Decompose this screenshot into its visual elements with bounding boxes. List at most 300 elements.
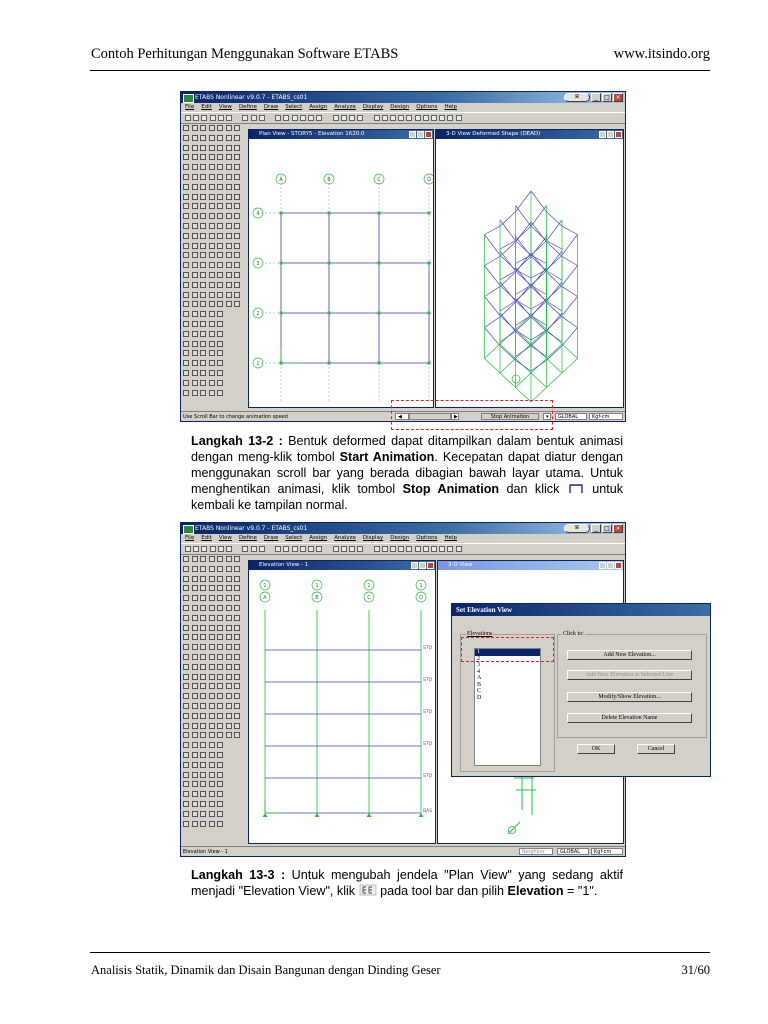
side-toolbar-icon[interactable]	[183, 742, 189, 748]
side-toolbar-icon[interactable]	[209, 762, 215, 768]
side-toolbar-icon[interactable]	[183, 644, 189, 650]
side-toolbar-icon[interactable]	[209, 262, 215, 268]
side-toolbar-icon[interactable]	[192, 135, 198, 141]
maximize-icon[interactable]: □	[602, 93, 612, 102]
side-toolbar-icon[interactable]	[183, 262, 189, 268]
side-toolbar-icon[interactable]	[234, 634, 240, 640]
side-toolbar-icon[interactable]	[209, 321, 215, 327]
side-toolbar-icon[interactable]	[200, 703, 206, 709]
menu-item[interactable]: Edit	[201, 104, 212, 110]
elevation-list-item[interactable]: 1	[475, 649, 540, 656]
side-toolbar-icon[interactable]	[183, 331, 189, 337]
side-toolbar-icon[interactable]	[209, 282, 215, 288]
close-icon[interactable]	[615, 562, 622, 569]
elevation-list-item[interactable]: 4	[477, 668, 480, 675]
side-toolbar-icon[interactable]	[234, 203, 240, 209]
menu-item[interactable]: Help	[444, 104, 457, 110]
side-toolbar-icon[interactable]	[192, 164, 198, 170]
side-toolbar-icon[interactable]	[192, 644, 198, 650]
toolbar-icon[interactable]	[357, 546, 363, 552]
units-select[interactable]: Kgf-cm	[591, 848, 623, 855]
side-toolbar-icon[interactable]	[209, 341, 215, 347]
toolbar-icon[interactable]	[193, 115, 199, 121]
menu-item[interactable]: Options	[416, 104, 438, 110]
side-toolbar-icon[interactable]	[217, 282, 223, 288]
side-toolbar-icon[interactable]	[209, 742, 215, 748]
side-toolbar-icon[interactable]	[217, 164, 223, 170]
side-toolbar-icon[interactable]	[209, 390, 215, 396]
side-toolbar-icon[interactable]	[200, 252, 206, 258]
side-toolbar-icon[interactable]	[192, 145, 198, 151]
menu-item[interactable]: View	[218, 535, 232, 541]
side-toolbar-icon[interactable]	[200, 213, 206, 219]
side-toolbar-icon[interactable]	[200, 644, 206, 650]
coord-system[interactable]: GLOBAL	[557, 848, 589, 855]
side-toolbar-icon[interactable]	[200, 791, 206, 797]
side-toolbar-icon[interactable]	[217, 752, 223, 758]
side-toolbar-icon[interactable]	[200, 772, 206, 778]
toolbar-icon[interactable]	[210, 546, 216, 552]
toolbar-icon[interactable]	[398, 115, 404, 121]
side-toolbar-icon[interactable]	[183, 576, 189, 582]
side-toolbar-icon[interactable]	[200, 125, 206, 131]
side-toolbar-icon[interactable]	[200, 566, 206, 572]
toolbar-icon[interactable]	[349, 115, 355, 121]
side-toolbar-icon[interactable]	[200, 576, 206, 582]
maximize-icon[interactable]	[607, 562, 614, 569]
toolbar-icon[interactable]	[406, 115, 412, 121]
menu-item[interactable]: Draw	[263, 535, 279, 541]
toolbar-icon[interactable]	[456, 115, 462, 121]
side-toolbar-icon[interactable]	[183, 233, 189, 239]
side-toolbar-icon[interactable]	[200, 752, 206, 758]
toolbar-icon[interactable]	[357, 115, 363, 121]
toolbar-icon[interactable]	[415, 115, 421, 121]
side-toolbar-icon[interactable]	[209, 654, 215, 660]
side-toolbar-icon[interactable]	[209, 135, 215, 141]
side-toolbar-icon[interactable]	[217, 341, 223, 347]
side-toolbar-icon[interactable]	[200, 233, 206, 239]
side-toolbar-icon[interactable]	[234, 164, 240, 170]
side-toolbar-icon[interactable]	[226, 644, 232, 650]
side-toolbar-icon[interactable]	[209, 732, 215, 738]
side-toolbar-icon[interactable]	[183, 674, 189, 680]
side-toolbar-icon[interactable]	[209, 350, 215, 356]
side-toolbar-icon[interactable]	[200, 174, 206, 180]
side-toolbar-icon[interactable]	[183, 713, 189, 719]
side-toolbar-icon[interactable]	[192, 223, 198, 229]
toolbar-icon[interactable]	[283, 115, 289, 121]
side-toolbar-icon[interactable]	[183, 566, 189, 572]
side-toolbar-icon[interactable]	[209, 595, 215, 601]
side-toolbar-icon[interactable]	[183, 585, 189, 591]
side-toolbar-icon[interactable]	[226, 125, 232, 131]
side-toolbar-icon[interactable]	[209, 811, 215, 817]
side-toolbar-icon[interactable]	[226, 723, 232, 729]
side-toolbar-icon[interactable]	[234, 713, 240, 719]
side-toolbar-icon[interactable]	[192, 390, 198, 396]
side-toolbar-icon[interactable]	[183, 781, 189, 787]
side-toolbar-icon[interactable]	[200, 674, 206, 680]
side-toolbar-icon[interactable]	[183, 154, 189, 160]
side-toolbar-icon[interactable]	[200, 683, 206, 689]
side-toolbar-icon[interactable]	[200, 194, 206, 200]
side-toolbar-icon[interactable]	[183, 654, 189, 660]
toolbar-icon[interactable]	[456, 546, 462, 552]
side-toolbar-icon[interactable]	[192, 791, 198, 797]
side-toolbar-icon[interactable]	[217, 723, 223, 729]
side-toolbar-icon[interactable]	[217, 595, 223, 601]
side-toolbar-icon[interactable]	[209, 566, 215, 572]
side-toolbar-icon[interactable]	[217, 703, 223, 709]
toolbar-icon[interactable]	[218, 115, 224, 121]
side-toolbar-icon[interactable]	[209, 605, 215, 611]
side-toolbar-icon[interactable]	[226, 194, 232, 200]
side-toolbar-icon[interactable]	[217, 203, 223, 209]
side-toolbar-icon[interactable]	[234, 262, 240, 268]
side-toolbar-icon[interactable]	[217, 821, 223, 827]
side-toolbar-icon[interactable]	[192, 811, 198, 817]
side-toolbar-icon[interactable]	[200, 821, 206, 827]
side-toolbar-icon[interactable]	[234, 605, 240, 611]
side-toolbar-icon[interactable]	[217, 566, 223, 572]
side-toolbar-icon[interactable]	[200, 350, 206, 356]
side-toolbar-icon[interactable]	[209, 154, 215, 160]
side-toolbar-icon[interactable]	[209, 233, 215, 239]
side-toolbar-icon[interactable]	[217, 585, 223, 591]
ok-button[interactable]: OK	[577, 744, 615, 754]
delete-elevation-button[interactable]: Delete Elevation Name	[567, 713, 692, 723]
side-toolbar-icon[interactable]	[209, 821, 215, 827]
toolbar-icon[interactable]	[259, 546, 265, 552]
side-toolbar-icon[interactable]	[200, 811, 206, 817]
toolbar-icon[interactable]	[242, 115, 248, 121]
side-toolbar-icon[interactable]	[226, 252, 232, 258]
side-toolbar-icon[interactable]	[217, 674, 223, 680]
side-toolbar-icon[interactable]	[226, 693, 232, 699]
menu-item[interactable]: Select	[285, 104, 303, 110]
side-toolbar-icon[interactable]	[209, 752, 215, 758]
side-toolbar-icon[interactable]	[200, 595, 206, 601]
side-toolbar-icon[interactable]	[234, 693, 240, 699]
toolbar-icon[interactable]	[275, 115, 281, 121]
add-elevation-selected-button[interactable]: Add New Elevation at Selected Line	[567, 670, 692, 680]
side-toolbar-icon[interactable]	[226, 595, 232, 601]
side-toolbar-icon[interactable]	[183, 272, 189, 278]
side-toolbar-icon[interactable]	[226, 292, 232, 298]
toolbar-icon[interactable]	[341, 115, 347, 121]
side-toolbar-icon[interactable]	[183, 380, 189, 386]
side-toolbar-icon[interactable]	[217, 243, 223, 249]
menu-item[interactable]: Help	[444, 535, 457, 541]
side-toolbar-icon[interactable]	[209, 644, 215, 650]
menu-item[interactable]: Design	[390, 104, 410, 110]
side-toolbar-icon[interactable]	[209, 370, 215, 376]
side-toolbar-icon[interactable]	[234, 664, 240, 670]
side-toolbar-icon[interactable]	[226, 576, 232, 582]
side-toolbar-icon[interactable]	[209, 576, 215, 582]
side-toolbar-icon[interactable]	[183, 292, 189, 298]
units-select[interactable]: Kgf-cm	[589, 413, 623, 420]
side-toolbar-icon[interactable]	[234, 154, 240, 160]
side-toolbar-icon[interactable]	[192, 311, 198, 317]
side-toolbar-icon[interactable]	[192, 380, 198, 386]
minimize-icon[interactable]: _	[591, 93, 601, 102]
side-toolbar-icon[interactable]	[217, 605, 223, 611]
side-toolbar-icon[interactable]	[209, 772, 215, 778]
menu-item[interactable]: Analyze	[334, 104, 356, 110]
side-toolbar-icon[interactable]	[183, 556, 189, 562]
modify-elevation-button[interactable]: Modify/Show Elevation...	[567, 692, 692, 702]
side-toolbar-icon[interactable]	[217, 380, 223, 386]
menu-item[interactable]: Define	[238, 104, 257, 110]
menu-item[interactable]: Analyze	[334, 535, 356, 541]
side-toolbar-icon[interactable]	[217, 272, 223, 278]
side-toolbar-icon[interactable]	[234, 723, 240, 729]
side-toolbar-icon[interactable]	[183, 762, 189, 768]
side-toolbar-icon[interactable]	[200, 801, 206, 807]
side-toolbar-icon[interactable]	[209, 145, 215, 151]
menu-item[interactable]: Define	[238, 535, 257, 541]
side-toolbar-icon[interactable]	[183, 360, 189, 366]
toolbar-icon[interactable]	[292, 546, 298, 552]
menu-item[interactable]: File	[185, 104, 195, 110]
stop-animation-button[interactable]: Stop Animation	[481, 413, 539, 420]
side-toolbar-icon[interactable]	[200, 301, 206, 307]
side-toolbar-icon[interactable]	[183, 194, 189, 200]
side-toolbar-icon[interactable]	[234, 654, 240, 660]
side-toolbar-icon[interactable]	[192, 262, 198, 268]
side-toolbar-icon[interactable]	[226, 164, 232, 170]
side-toolbar-icon[interactable]	[226, 566, 232, 572]
side-toolbar-icon[interactable]	[226, 203, 232, 209]
side-toolbar-icon[interactable]	[209, 380, 215, 386]
side-toolbar-icon[interactable]	[226, 605, 232, 611]
side-toolbar-icon[interactable]	[217, 390, 223, 396]
side-toolbar-icon[interactable]	[226, 223, 232, 229]
side-toolbar-icon[interactable]	[183, 145, 189, 151]
elevation-list-item[interactable]: B	[477, 681, 482, 688]
side-toolbar-icon[interactable]	[209, 625, 215, 631]
side-toolbar-icon[interactable]	[234, 703, 240, 709]
scroll-right-icon[interactable]: ▶	[451, 413, 459, 420]
side-toolbar-icon[interactable]	[192, 693, 198, 699]
close-icon[interactable]	[615, 131, 622, 138]
side-toolbar-icon[interactable]	[192, 184, 198, 190]
side-toolbar-icon[interactable]	[183, 615, 189, 621]
side-toolbar-icon[interactable]	[183, 723, 189, 729]
side-toolbar-icon[interactable]	[234, 213, 240, 219]
side-toolbar-icon[interactable]	[200, 762, 206, 768]
side-toolbar-icon[interactable]	[192, 723, 198, 729]
side-toolbar-icon[interactable]	[192, 703, 198, 709]
side-toolbar-icon[interactable]	[192, 762, 198, 768]
side-toolbar-icon[interactable]	[183, 341, 189, 347]
side-toolbar-icon[interactable]	[209, 184, 215, 190]
side-toolbar-icon[interactable]	[217, 654, 223, 660]
toolbar-icon[interactable]	[201, 546, 207, 552]
toolbar-icon[interactable]	[251, 546, 257, 552]
maximize-icon[interactable]: □	[602, 524, 612, 533]
toolbar-icon[interactable]	[349, 546, 355, 552]
side-toolbar-icon[interactable]	[183, 683, 189, 689]
side-toolbar-icon[interactable]	[192, 752, 198, 758]
toolbar-icon[interactable]	[300, 546, 306, 552]
side-toolbar-icon[interactable]	[192, 742, 198, 748]
side-toolbar-icon[interactable]	[217, 742, 223, 748]
side-toolbar-icon[interactable]	[217, 625, 223, 631]
side-toolbar-icon[interactable]	[226, 135, 232, 141]
side-toolbar-icon[interactable]	[200, 154, 206, 160]
elevations-list[interactable]	[474, 648, 541, 766]
toolbar-icon[interactable]	[390, 115, 396, 121]
toolbar-icon[interactable]	[242, 546, 248, 552]
elevation-list-item[interactable]: C	[477, 688, 482, 694]
side-toolbar-icon[interactable]	[234, 644, 240, 650]
side-toolbar-icon[interactable]	[200, 321, 206, 327]
side-toolbar-icon[interactable]	[217, 262, 223, 268]
side-toolbar-icon[interactable]	[192, 772, 198, 778]
side-toolbar-icon[interactable]	[209, 615, 215, 621]
minimize-icon[interactable]	[599, 131, 606, 138]
side-toolbar-icon[interactable]	[209, 194, 215, 200]
view-select[interactable]: Neighbor	[519, 848, 553, 855]
side-toolbar-icon[interactable]	[200, 713, 206, 719]
side-toolbar-icon[interactable]	[192, 664, 198, 670]
toolbar-icon[interactable]	[382, 546, 388, 552]
side-toolbar-icon[interactable]	[192, 585, 198, 591]
close-icon[interactable]: ×	[613, 524, 623, 533]
close-icon[interactable]: ×	[613, 93, 623, 102]
toolbar-icon[interactable]	[447, 115, 453, 121]
toolbar-icon[interactable]	[210, 115, 216, 121]
toolbar-icon[interactable]	[193, 546, 199, 552]
side-toolbar-icon[interactable]	[192, 576, 198, 582]
side-toolbar-icon[interactable]	[217, 350, 223, 356]
dropdown-icon[interactable]: ▾	[543, 413, 551, 420]
side-toolbar-icon[interactable]	[234, 194, 240, 200]
side-toolbar-icon[interactable]	[217, 370, 223, 376]
side-toolbar-icon[interactable]	[217, 213, 223, 219]
toolbar-icon[interactable]	[308, 546, 314, 552]
toolbar-icon[interactable]	[201, 115, 207, 121]
side-toolbar-icon[interactable]	[192, 154, 198, 160]
side-toolbar-icon[interactable]	[192, 713, 198, 719]
side-toolbar-icon[interactable]	[192, 301, 198, 307]
menu-item[interactable]: Edit	[201, 535, 212, 541]
side-toolbar-icon[interactable]	[226, 625, 232, 631]
side-toolbar-icon[interactable]	[183, 703, 189, 709]
side-toolbar-icon[interactable]	[209, 164, 215, 170]
side-toolbar-icon[interactable]	[226, 233, 232, 239]
side-toolbar-icon[interactable]	[192, 292, 198, 298]
side-toolbar-icon[interactable]	[209, 683, 215, 689]
side-toolbar-icon[interactable]	[183, 321, 189, 327]
side-toolbar-icon[interactable]	[226, 262, 232, 268]
side-toolbar-icon[interactable]	[209, 311, 215, 317]
toolbar-icon[interactable]	[390, 546, 396, 552]
toolbar-icon[interactable]	[423, 115, 429, 121]
side-toolbar-icon[interactable]	[226, 615, 232, 621]
side-toolbar-icon[interactable]	[226, 732, 232, 738]
side-toolbar-icon[interactable]	[183, 801, 189, 807]
menu-item[interactable]: Options	[416, 535, 438, 541]
side-toolbar-icon[interactable]	[209, 213, 215, 219]
toolbar-icon[interactable]	[283, 546, 289, 552]
side-toolbar-icon[interactable]	[217, 194, 223, 200]
toolbar-icon[interactable]	[259, 115, 265, 121]
side-toolbar-icon[interactable]	[183, 791, 189, 797]
side-toolbar-icon[interactable]	[226, 145, 232, 151]
side-toolbar-icon[interactable]	[192, 272, 198, 278]
side-toolbar-icon[interactable]	[209, 781, 215, 787]
side-toolbar-icon[interactable]	[200, 203, 206, 209]
toolbar-icon[interactable]	[316, 115, 322, 121]
side-toolbar-icon[interactable]	[226, 654, 232, 660]
side-toolbar-icon[interactable]	[183, 752, 189, 758]
side-toolbar-icon[interactable]	[209, 292, 215, 298]
side-toolbar-icon[interactable]	[217, 174, 223, 180]
side-toolbar-icon[interactable]	[200, 331, 206, 337]
side-toolbar-icon[interactable]	[200, 272, 206, 278]
cancel-button[interactable]: Cancel	[637, 744, 675, 754]
side-toolbar-icon[interactable]	[192, 732, 198, 738]
side-toolbar-icon[interactable]	[234, 145, 240, 151]
side-toolbar-icon[interactable]	[192, 203, 198, 209]
side-toolbar-icon[interactable]	[209, 723, 215, 729]
side-toolbar-icon[interactable]	[183, 243, 189, 249]
side-toolbar-icon[interactable]	[234, 566, 240, 572]
side-toolbar-icon[interactable]	[209, 664, 215, 670]
menu-item[interactable]: View	[218, 104, 232, 110]
toolbar-icon[interactable]	[341, 546, 347, 552]
side-toolbar-icon[interactable]	[234, 732, 240, 738]
side-toolbar-icon[interactable]	[200, 184, 206, 190]
side-toolbar-icon[interactable]	[217, 772, 223, 778]
side-toolbar-icon[interactable]	[183, 174, 189, 180]
side-toolbar-icon[interactable]	[234, 556, 240, 562]
side-toolbar-icon[interactable]	[217, 634, 223, 640]
side-toolbar-icon[interactable]	[200, 781, 206, 787]
side-toolbar-icon[interactable]	[209, 674, 215, 680]
side-toolbar-icon[interactable]	[217, 693, 223, 699]
side-toolbar-icon[interactable]	[234, 174, 240, 180]
side-toolbar-icon[interactable]	[200, 282, 206, 288]
side-toolbar-icon[interactable]	[209, 223, 215, 229]
toolbar-icon[interactable]	[308, 115, 314, 121]
toolbar-icon[interactable]	[185, 546, 191, 552]
side-toolbar-icon[interactable]	[200, 243, 206, 249]
side-toolbar-icon[interactable]	[192, 654, 198, 660]
side-toolbar-icon[interactable]	[217, 556, 223, 562]
side-toolbar-icon[interactable]	[192, 595, 198, 601]
side-toolbar-icon[interactable]	[234, 125, 240, 131]
close-icon[interactable]	[427, 562, 434, 569]
side-toolbar-icon[interactable]	[234, 233, 240, 239]
side-toolbar-icon[interactable]	[209, 331, 215, 337]
side-toolbar-icon[interactable]	[226, 272, 232, 278]
side-toolbar-icon[interactable]	[192, 125, 198, 131]
menu-item[interactable]: Design	[390, 535, 410, 541]
side-toolbar-icon[interactable]	[183, 605, 189, 611]
side-toolbar-icon[interactable]	[209, 713, 215, 719]
toolbar-icon[interactable]	[300, 115, 306, 121]
side-toolbar-icon[interactable]	[234, 223, 240, 229]
toolbar-icon[interactable]	[226, 546, 232, 552]
side-toolbar-icon[interactable]	[226, 674, 232, 680]
side-toolbar-icon[interactable]	[226, 683, 232, 689]
maximize-icon[interactable]	[607, 131, 614, 138]
